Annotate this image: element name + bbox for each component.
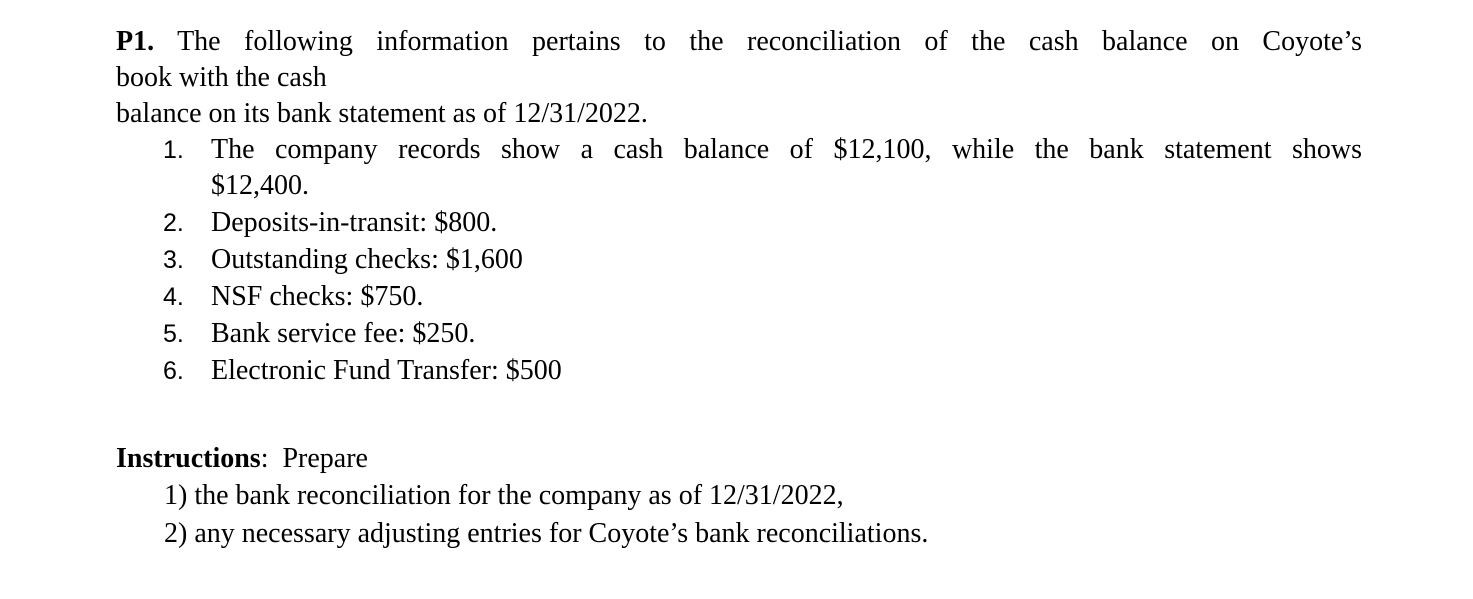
problem-intro-line-2: book with the cash (116, 62, 327, 93)
list-item-number: 6. (163, 357, 184, 385)
facts-list (163, 132, 1362, 389)
list-item (163, 279, 1362, 315)
problem-intro-text: The following information pertains to the reconciliation of the cash balance on Coyote’s (177, 26, 1362, 57)
list-item-line-1: The company records show a cash balance of $12,100, while the bank statement shows (211, 134, 1362, 165)
list-item-number: 2. (163, 209, 184, 237)
list-item-number: 4. (163, 283, 184, 311)
document (116, 24, 1362, 553)
list-item-number: 5. (163, 320, 184, 348)
instructions-steps (164, 477, 1362, 553)
list-item (163, 242, 1362, 278)
instruction-step: 1) the bank reconciliation for the company as of 12/31/2022, (164, 480, 844, 511)
list-item-text: Bank service fee: $250. (211, 318, 476, 349)
list-item (163, 353, 1362, 389)
instructions-colon: : (260, 443, 269, 474)
instructions-label: Instructions (116, 443, 261, 474)
list-item-text: Outstanding checks: $1,600 (211, 244, 523, 275)
list-item (163, 316, 1362, 352)
list-item-number: 3. (163, 246, 184, 274)
list-item (163, 205, 1362, 241)
problem-label: P1. (116, 26, 155, 57)
problem-intro-line-3: balance on its bank statement as of 12/31/2022. (116, 98, 648, 129)
instructions-heading (116, 441, 1362, 477)
list-item-text: NSF checks: $750. (211, 281, 424, 312)
problem-intro-line-1 (116, 24, 1362, 60)
list-item-line-2: $12,400. (211, 170, 309, 201)
list-item (163, 132, 1362, 204)
list-item-text: Deposits-in-transit: $800. (211, 207, 498, 238)
instructions-lead: Prepare (282, 443, 368, 474)
instruction-step: 2) any necessary adjusting entries for Coyote’s bank reconciliations. (164, 518, 929, 549)
list-item-text (211, 132, 1362, 204)
list-item-number: 1. (163, 136, 184, 164)
list-item-text: Electronic Fund Transfer: $500 (211, 355, 562, 386)
